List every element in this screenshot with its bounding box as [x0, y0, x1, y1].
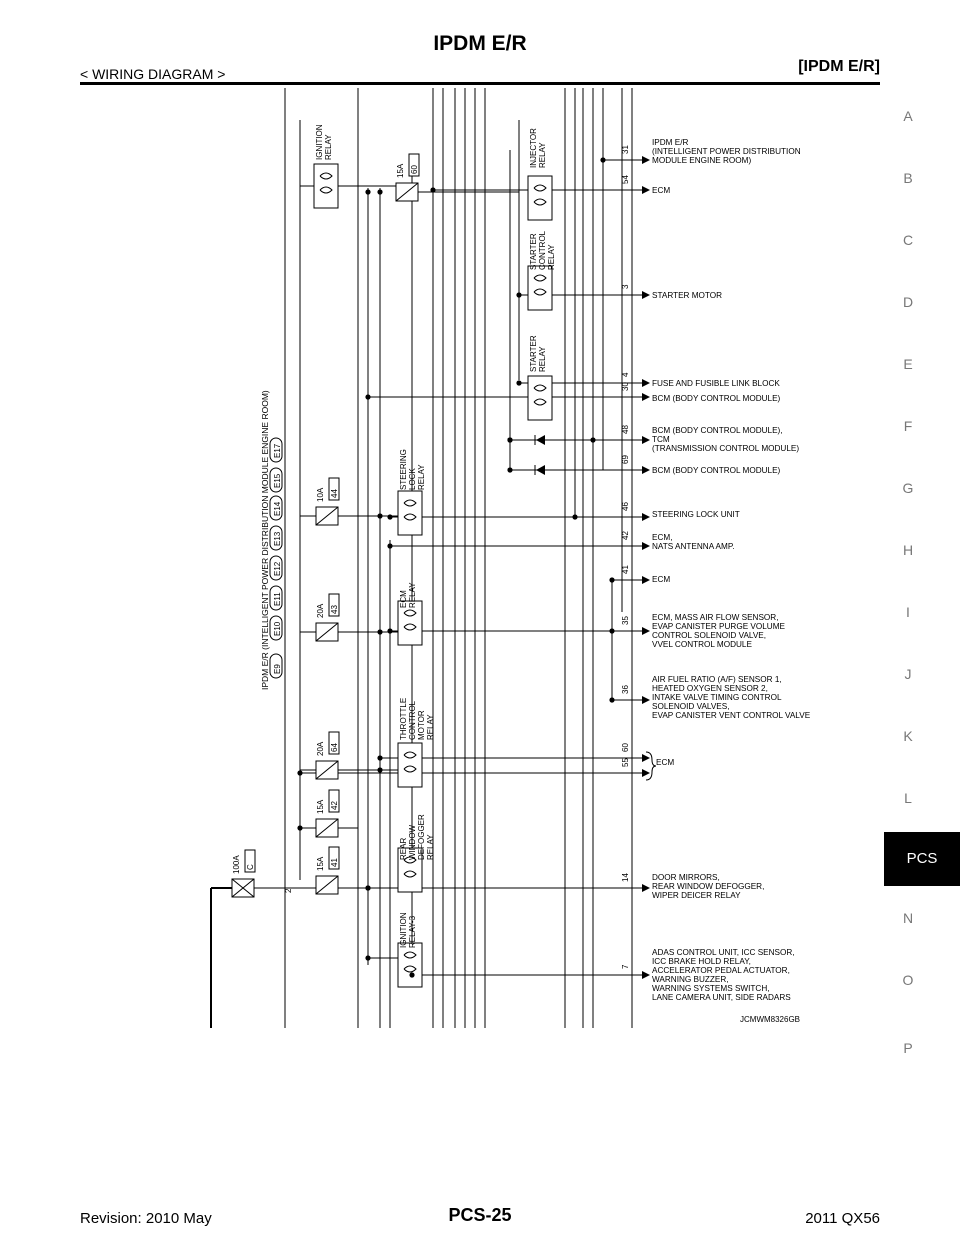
pin-number: 42	[621, 531, 630, 540]
junction-dot	[507, 437, 512, 442]
output-destination-label: NATS ANTENNA AMP.	[652, 542, 735, 551]
output-destination-label: VVEL CONTROL MODULE	[652, 640, 752, 649]
junction-dot	[387, 514, 392, 519]
output-destination-label: ECM, MASS AIR FLOW SENSOR,	[652, 613, 779, 622]
junction-dot	[609, 577, 614, 582]
output-destination-label: WARNING BUZZER,	[652, 975, 729, 984]
output-arrow-icon	[642, 466, 650, 474]
output-arrow-icon	[642, 696, 650, 704]
side-index-letter[interactable]: G	[902, 480, 914, 496]
output-arrow-icon	[642, 627, 650, 635]
fuse-amp-label: 15A	[396, 163, 405, 178]
side-index-letter[interactable]: H	[902, 542, 914, 558]
connector-label: E12	[273, 561, 282, 576]
pin-number: 36	[621, 685, 630, 694]
output-destination-label: EVAP CANISTER PURGE VOLUME	[652, 622, 786, 631]
output-destination-label: ECM	[652, 575, 671, 584]
junction-dot	[507, 467, 512, 472]
output-arrow-icon	[642, 542, 650, 550]
connector-label: E14	[273, 501, 282, 516]
module-label: IPDM E/R (INTELLIGENT POWER DISTRIBUTION MODULE ENGINE ROOM)	[260, 390, 270, 690]
side-index-letter[interactable]: O	[902, 972, 914, 988]
output-destination-label: SOLENOID VALVES,	[652, 702, 730, 711]
relay-label: RELAY-3	[408, 915, 417, 948]
relay-box	[314, 164, 338, 208]
output-destination-label: TCM	[652, 435, 670, 444]
relay-label: RELAY	[426, 834, 435, 860]
relay-label: STARTER	[529, 335, 538, 372]
relay-label: RELAY	[426, 714, 435, 740]
diagram-code: JCMWM8326GB	[740, 1015, 801, 1024]
fuse-number-label: 43	[330, 605, 339, 614]
output-destination-label: ICC BRAKE HOLD RELAY,	[652, 957, 751, 966]
fuse-amp-label: 100A	[232, 855, 241, 874]
output-arrow-icon	[642, 769, 650, 777]
section-code: [IPDM E/R]	[798, 58, 880, 75]
relay-box	[528, 376, 552, 420]
diode-icon	[536, 465, 545, 475]
junction-dot	[572, 514, 577, 519]
output-arrow-icon	[642, 576, 650, 584]
output-destination-label: HEATED OXYGEN SENSOR 2,	[652, 684, 768, 693]
connector-label: E10	[273, 621, 282, 636]
junction-dot	[377, 755, 382, 760]
output-arrow-icon	[642, 291, 650, 299]
fuse-number-label: 64	[330, 743, 339, 752]
fuse-number-label: C	[246, 864, 255, 870]
output-destination-label: (TRANSMISSION CONTROL MODULE)	[652, 444, 800, 453]
output-destination-label: ECM,	[652, 533, 673, 542]
diode-icon	[536, 435, 545, 445]
output-arrow-icon	[642, 186, 650, 194]
side-index-letter[interactable]: L	[904, 790, 912, 806]
fuse-amp-label: 15A	[316, 799, 325, 814]
junction-dot	[609, 628, 614, 633]
terminal-label: 2	[284, 888, 293, 893]
connector-label: E13	[273, 531, 282, 546]
junction-dot	[609, 697, 614, 702]
output-destination-label: ECM	[652, 186, 671, 195]
output-arrow-icon	[642, 379, 650, 387]
fuse-number-label: 44	[330, 489, 339, 498]
fuse-amp-label: 15A	[316, 856, 325, 871]
connector-label: E11	[273, 592, 282, 606]
relay-label: LOCK	[408, 468, 417, 490]
side-index-letter[interactable]: J	[904, 666, 912, 682]
side-index-letter[interactable]: A	[903, 108, 913, 124]
relay-label: INJECTOR	[529, 128, 538, 168]
relay-label: RELAY	[408, 582, 417, 608]
fuse-number-label: 41	[330, 858, 339, 867]
output-destination-label: STEERING LOCK UNIT	[652, 510, 740, 519]
junction-dot	[600, 157, 605, 162]
junction-dot	[297, 825, 302, 830]
connector-label: E9	[273, 664, 282, 674]
output-destination-label: AIR FUEL RATIO (A/F) SENSOR 1,	[652, 675, 782, 684]
output-arrow-icon	[642, 971, 650, 979]
relay-box	[398, 943, 422, 987]
relay-box	[528, 266, 552, 310]
side-index-letter[interactable]: D	[902, 294, 914, 310]
output-destination-label: WIPER DEICER RELAY	[652, 891, 741, 900]
side-index-letter[interactable]: N	[902, 910, 914, 926]
side-index-letter[interactable]: E	[903, 356, 913, 372]
side-index-active-tab[interactable]: PCS	[884, 832, 960, 886]
fuse-amp-label: 10A	[316, 487, 325, 502]
relay-label: RELAY	[324, 134, 333, 160]
bracket-icon	[646, 752, 656, 780]
fuse-amp-label: 20A	[316, 603, 325, 618]
output-destination-label: LANE CAMERA UNIT, SIDE RADARS	[652, 993, 791, 1002]
junction-dot	[365, 955, 370, 960]
pin-number: 3	[621, 284, 630, 289]
relay-label: MOTOR	[417, 710, 426, 740]
relay-label: WINDOW	[408, 824, 417, 860]
junction-dot	[365, 394, 370, 399]
side-index-letter[interactable]: K	[903, 728, 913, 744]
junction-dot	[377, 629, 382, 634]
pin-number: 35	[621, 616, 630, 625]
output-arrow-icon	[642, 754, 650, 762]
junction-dot	[387, 628, 392, 633]
relay-label: IGNITION	[399, 912, 408, 948]
junction-dot	[377, 767, 382, 772]
side-index-letter[interactable]: B	[903, 170, 913, 186]
side-index-letter[interactable]: F	[903, 418, 913, 434]
output-arrow-icon	[642, 393, 650, 401]
relay-box	[398, 491, 422, 535]
output-arrow-icon	[642, 513, 650, 521]
junction-dot	[377, 513, 382, 518]
output-destination-label: FUSE AND FUSIBLE LINK BLOCK	[652, 379, 780, 388]
relay-label: IGNITION	[315, 124, 324, 160]
output-arrow-icon	[642, 436, 650, 444]
pin-number: 46	[621, 502, 630, 511]
relay-label: RELAY	[538, 346, 547, 372]
fuse-number-label: 60	[410, 165, 419, 174]
output-arrow-icon	[642, 884, 650, 892]
junction-dot	[387, 543, 392, 548]
section-label: < WIRING DIAGRAM >	[80, 66, 226, 82]
junction-dot	[516, 380, 521, 385]
pin-number: 14	[621, 873, 630, 882]
pin-number: 60	[621, 743, 630, 752]
junction-dot	[590, 437, 595, 442]
relay-label: CONTROL	[408, 700, 417, 740]
side-index-letter[interactable]: P	[903, 1040, 913, 1056]
output-destination-label: REAR WINDOW DEFOGGER,	[652, 882, 765, 891]
relay-box	[528, 176, 552, 220]
output-destination-label: CONTROL SOLENOID VALVE,	[652, 631, 767, 640]
output-destination-label: STARTER MOTOR	[652, 291, 723, 300]
junction-dot	[377, 189, 382, 194]
relay-label: REAR	[399, 837, 408, 860]
pin-number: 4	[621, 372, 630, 377]
relay-label: RELAY	[417, 464, 426, 490]
footer-model: 2011 QX56	[805, 1210, 880, 1227]
output-destination-label: WARNING SYSTEMS SWITCH,	[652, 984, 770, 993]
junction-dot	[365, 885, 370, 890]
output-destination-label: INTAKE VALVE TIMING CONTROL	[652, 693, 782, 702]
pin-number: 48	[621, 425, 630, 434]
output-destination-label: IPDM E/R	[652, 138, 689, 147]
pin-number: 31	[621, 145, 630, 154]
side-index-letter[interactable]: C	[902, 232, 914, 248]
pin-number: 30	[621, 382, 630, 391]
side-index-letter[interactable]: I	[906, 604, 910, 620]
output-destination-label: BCM (BODY CONTROL MODULE)	[652, 394, 781, 403]
junction-dot	[516, 292, 521, 297]
connector-label: E15	[273, 473, 282, 488]
pin-number: 69	[621, 455, 630, 464]
connector-label: E17	[273, 443, 282, 458]
relay-label: DEFOGGER	[417, 814, 426, 860]
relay-label: STARTER	[529, 233, 538, 270]
page-title: IPDM E/R	[433, 32, 527, 55]
pin-number: 55	[621, 758, 630, 767]
output-destination-label: ADAS CONTROL UNIT, ICC SENSOR,	[652, 948, 795, 957]
relay-label: THROTTLE	[399, 697, 408, 740]
pin-number: 54	[621, 175, 630, 184]
relay-label: ECM	[399, 590, 408, 608]
junction-dot	[297, 770, 302, 775]
junction-dot	[430, 187, 435, 192]
relay-label: RELAY	[538, 142, 547, 168]
relay-label: RELAY	[547, 244, 556, 270]
relay-label: CONTROL	[538, 230, 547, 270]
output-arrow-icon	[642, 156, 650, 164]
output-destination-label: (INTELLIGENT POWER DISTRIBUTION	[652, 147, 801, 156]
output-destination-label: BCM (BODY CONTROL MODULE),	[652, 426, 783, 435]
junction-dot	[409, 972, 414, 977]
pin-number: 41	[621, 565, 630, 574]
output-destination-label: ACCELERATOR PEDAL ACTUATOR,	[652, 966, 790, 975]
footer-revision: Revision: 2010 May	[80, 1210, 212, 1227]
output-destination-label: EVAP CANISTER VENT CONTROL VALVE	[652, 711, 811, 720]
output-destination-label: MODULE ENGINE ROOM)	[652, 156, 752, 165]
output-destination-label: BCM (BODY CONTROL MODULE)	[652, 466, 781, 475]
output-destination-label: DOOR MIRRORS,	[652, 873, 720, 882]
relay-label: STEERING	[399, 449, 408, 490]
footer-page-number: PCS-25	[448, 1205, 512, 1225]
fuse-amp-label: 20A	[316, 741, 325, 756]
fuse-number-label: 42	[330, 801, 339, 810]
relay-box	[398, 743, 422, 787]
pin-number: 7	[621, 964, 630, 969]
output-destination-label: ECM	[656, 758, 675, 767]
junction-dot	[365, 189, 370, 194]
